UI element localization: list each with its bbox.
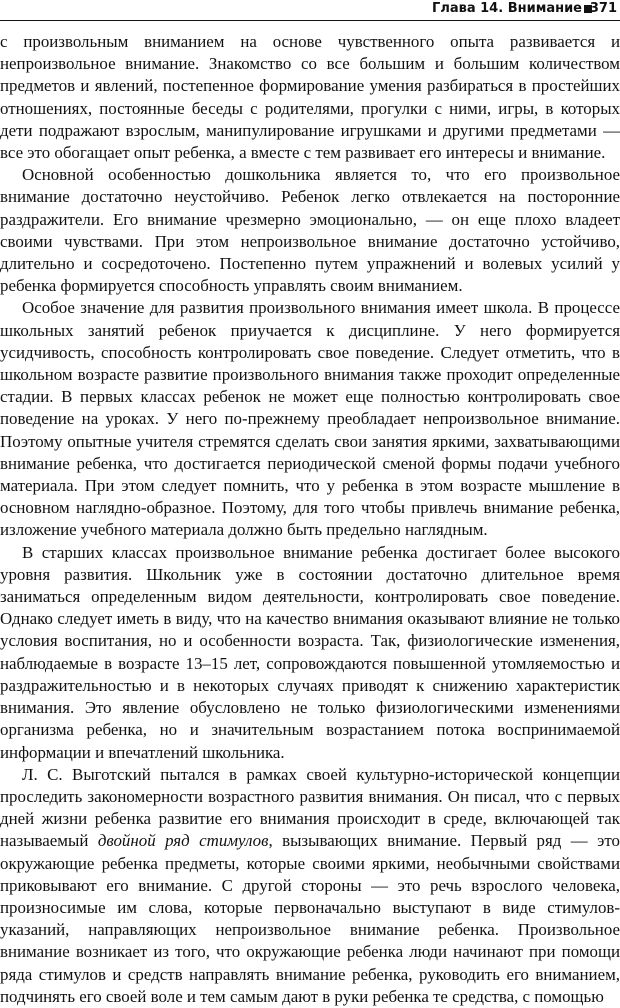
paragraph-text: Л. С. Выготский пытался в рамках своей культурно-исторической концепции проследить закономерности возрастного развития внимания. Он писал, что с первых дней жизни ребенка развитие его внимания происходит в среде, включающей так называемый [0, 764, 620, 851]
paragraph-text: , вызывающих внимание. Первый ряд — это окружающие ребенка предметы, которые своими яркими, необычными свойствами приковывают его внимание. С другой стороны — это речь взрослого человека, произносимые им слова, которые первоначально выступают в виде стимулов-указаний, направляющих непроизвольное внимание ребенка. Произвольное внимание возникает из того, что окружающие ребенка люди начинают при помощи ряда стимулов и средств направлять внимание ребенка, руководить его вниманием, подчинять его своей воле и тем самым дают в руки ребенка те средства, с помощью [0, 831, 620, 1006]
paragraph-vygotsky [0, 764, 620, 1008]
running-header [0, 0, 620, 22]
page-number: 371 [589, 1, 617, 16]
italic-term: двойной ряд стимулов [97, 831, 269, 851]
paragraph: Основной особенностью дошкольника является то, что его произвольное внимание достаточно неустойчиво. Ребенок легко отвлекается на посторонние раздражители. Его внимание чрезмерно эмоционально, — он еще плохо владеет своими чувствами. При этом непроизвольное внимание достаточно устойчиво, длительно и сосредоточено. Постепенно путем упражнений и волевых усилий у ребенка формируется способность управлять своим вниманием. [0, 165, 620, 296]
running-title: Глава 14. Внимание [432, 1, 582, 16]
header-rule [0, 20, 620, 21]
paragraph: В старших классах произвольное внимание ребенка достигает более высокого уровня развития. Школьник уже в состоянии достаточно длительное время заниматься определенным видом деятельности, контролировать свое поведение. Однако следует иметь в виду, что на качество внимания оказывают влияние не только условия воспитания, но и особенности возраста. Так, физиологические изменения, наблюдаемые в возрасте 13–15 лет, сопровождаются повышенной утомляемостью и раздражительностью и в некоторых случаях приводят к снижению характеристик внимания. Это явление обусловлено не только физиологическими изменениями организма ребенка, но и значительным возрастанием потока воспринимаемой информации и впечатлений школьника. [0, 542, 620, 762]
paragraph: Особое значение для развития произвольного внимания имеет школа. В процессе школьных занятий ребенок приучается к дисциплине. У него формируется усидчивость, способность контролировать свое поведение. Следует отметить, что в школьном возрасте развитие произвольного внимания также проходит определенные стадии. В первых классах ребенок не может еще полностью контролировать свое поведение на уроках. У него по-прежнему преобладает непроизвольное внимание. Поэтому опытные учителя стремятся сделать свои занятия яркими, захватывающими внимание ребенка, что достигается периодической сменой формы подачи учебного материала. При этом следует помнить, что у ребенка в этом возрасте мышление в основном наглядно-образное. Поэтому, для того чтобы привлечь внимание ребенка, изложение учебного материала должно быть предельно наглядным. [0, 298, 620, 540]
body-text [0, 31, 620, 1008]
paragraph-continuation: с произвольным вниманием на основе чувственного опыта развивается и непроизвольное внимание. Знакомство со все большим и большим количеством предметов и явлений, постепенное формирование умения разбираться в простейших отношениях, постоянные беседы с родителями, прогулки с ними, игры, в которых дети подражают взрослым, манипулирование игрушками и другими предметами — все это обогащает опыт ребенка, а вместе с тем развивает его интересы и внимание. [0, 32, 620, 163]
